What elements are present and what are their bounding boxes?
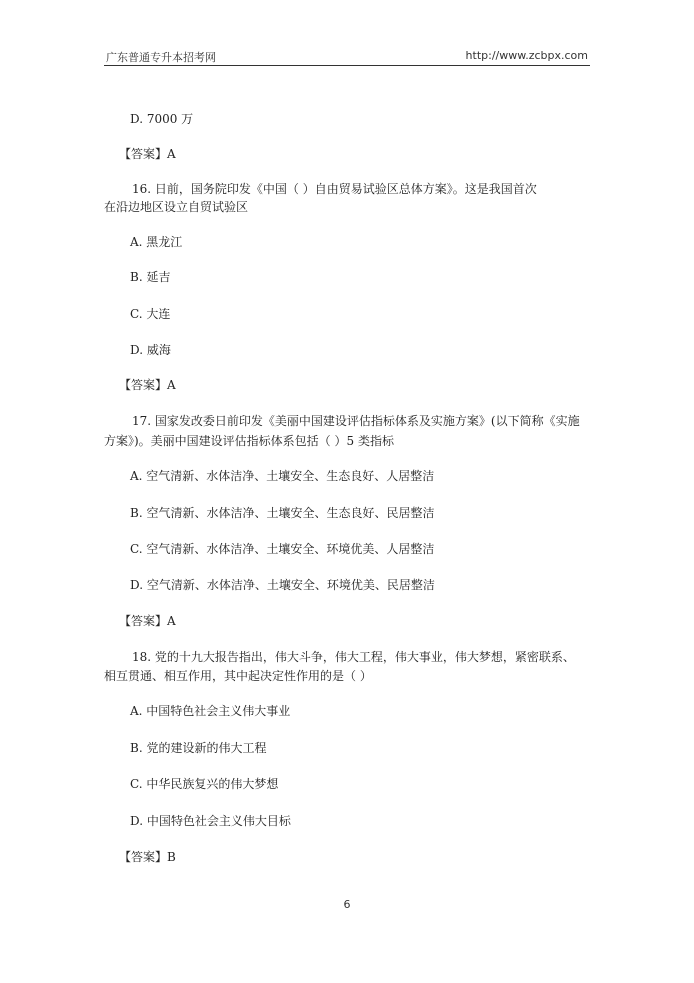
q18-option-a: A. 中国特色社会主义伟大事业	[130, 704, 291, 718]
q17-option-c: C. 空气清新、水体洁净、土壤安全、环境优美、人居整洁	[130, 542, 435, 556]
q16-text-line1: 16. 日前，国务院印发《中国（ ）自由贸易试验区总体方案》。这是我国首次	[132, 182, 537, 196]
q16-option-c: C. 大连	[130, 307, 171, 321]
header-site-name: 广东普通专升本招考网	[106, 51, 216, 64]
q18-answer: 【答案】B	[119, 850, 176, 864]
q16-option-d: D. 威海	[130, 343, 171, 357]
q16-option-a: A. 黑龙江	[130, 235, 183, 249]
q17-text-line1: 17. 国家发改委日前印发《美丽中国建设评估指标体系及实施方案》(以下简称《实施	[132, 414, 580, 428]
q16-text-line2: 在沿边地区设立自贸试验区	[104, 200, 249, 214]
q17-option-d: D. 空气清新、水体洁净、土壤安全、环境优美、民居整洁	[130, 578, 435, 592]
q18-option-d: D. 中国特色社会主义伟大目标	[130, 814, 291, 828]
q17-option-b: B. 空气清新、水体洁净、土壤安全、生态良好、民居整洁	[130, 506, 435, 520]
page-number: 6	[343, 898, 351, 911]
q18-text-line1: 18. 党的十九大报告指出，伟大斗争，伟大工程，伟大事业，伟大梦想，紧密联系、	[132, 650, 575, 664]
q16-answer: 【答案】A	[119, 378, 176, 392]
q17-answer: 【答案】A	[119, 614, 176, 628]
page-header	[104, 47, 590, 66]
q18-text-line2: 相互贯通、相互作用，其中起决定性作用的是（ ）	[104, 669, 372, 683]
prev-answer: 【答案】A	[119, 147, 176, 161]
q16-option-b: B. 延吉	[130, 270, 171, 284]
q17-option-a: A. 空气清新、水体洁净、土壤安全、生态良好、人居整洁	[130, 469, 435, 483]
header-url: http://www.zcbpx.com	[465, 49, 588, 62]
q17-text-line2: 方案》)。美丽中国建设评估指标体系包括（ ）5 类指标	[104, 434, 394, 448]
prev-option-d: D. 7000 万	[130, 112, 194, 126]
q18-option-b: B. 党的建设新的伟大工程	[130, 741, 267, 755]
q18-option-c: C. 中华民族复兴的伟大梦想	[130, 777, 279, 791]
